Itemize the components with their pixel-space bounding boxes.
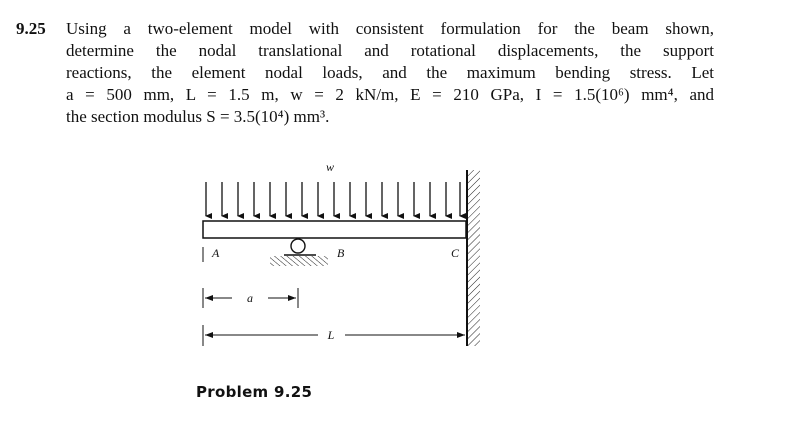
dimension-label-l: L: [327, 328, 335, 342]
figure-caption: Problem 9.25: [196, 383, 313, 401]
problem-line: determine the nodal translational and rotational displacements, the support: [66, 41, 714, 60]
fixed-support-wall: [467, 170, 480, 346]
problem-line: reactions, the element nodal loads, and the maximum bending stress. Let: [66, 63, 714, 82]
pin-support: [270, 239, 328, 266]
point-label-c: C: [451, 246, 460, 260]
problem-line: the section modulus S = 3.5(10⁴) mm³.: [66, 107, 330, 126]
problem-line: Using a two-element model with consistent formulation for the beam shown,: [66, 19, 714, 38]
distributed-load-arrows: [206, 182, 460, 216]
dimension-label-a: a: [247, 291, 253, 305]
load-label: w: [325, 160, 335, 174]
point-label-a: A: [212, 246, 220, 260]
beam: [203, 221, 466, 238]
problem-line: a = 500 mm, L = 1.5 m, w = 2 kN/m, E = 210 GPa, I = 1.5(10⁶) mm⁴, and: [66, 85, 714, 104]
point-label-b: B: [337, 246, 345, 260]
problem-number: 9.25: [16, 19, 46, 38]
